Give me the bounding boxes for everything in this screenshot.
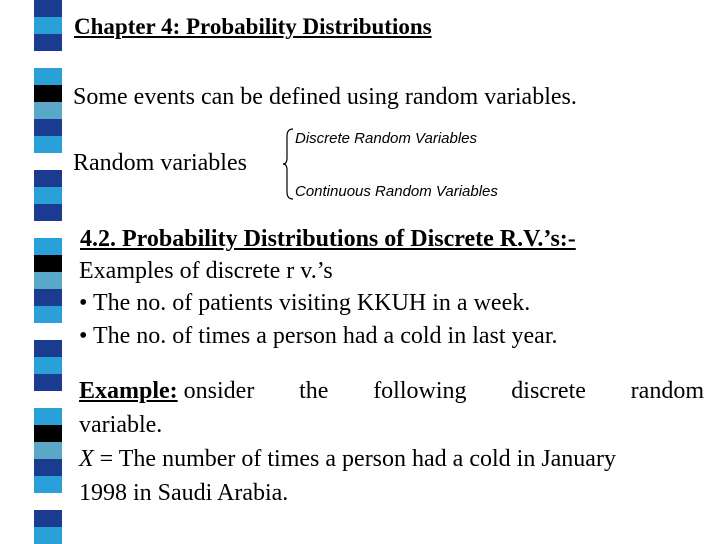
- brace-icon: [282, 128, 294, 200]
- stripe-block: [34, 442, 62, 459]
- stripe-block: [34, 102, 62, 119]
- stripe-block: [34, 119, 62, 136]
- stripe-block: [34, 459, 62, 476]
- stripe-block: [34, 204, 62, 221]
- random-variables-label: Random variables: [73, 150, 247, 176]
- stripe-block: [34, 323, 62, 340]
- example-block: [79, 374, 704, 510]
- stripe-block: [34, 289, 62, 306]
- example-word: the: [299, 378, 329, 404]
- stripe-block: [34, 306, 62, 323]
- stripe-block: [34, 493, 62, 510]
- example-word: onsider: [183, 378, 255, 404]
- stripe-block: [34, 340, 62, 357]
- decorative-stripe: [34, 0, 62, 540]
- example-word: random: [630, 378, 704, 404]
- section-heading: 4.2. Probability Distributions of Discrete R.V.’s:-: [80, 226, 576, 252]
- stripe-block: [34, 357, 62, 374]
- stripe-block: [34, 374, 62, 391]
- stripe-block: [34, 391, 62, 408]
- examples-heading: Examples of discrete r v.’s: [79, 258, 333, 284]
- stripe-block: [34, 425, 62, 442]
- stripe-block: [34, 527, 62, 544]
- stripe-block: [34, 221, 62, 238]
- stripe-block: [34, 0, 62, 17]
- example-word: following: [373, 378, 467, 404]
- stripe-block: [34, 272, 62, 289]
- stripe-block: [34, 153, 62, 170]
- stripe-block: [34, 476, 62, 493]
- stripe-block: [34, 17, 62, 34]
- rv-type-discrete: Discrete Random Variables: [295, 130, 478, 147]
- stripe-block: [34, 51, 62, 68]
- intro-text: Some events can be defined using random variables.: [73, 84, 577, 110]
- bullet-item: • The no. of patients visiting KKUH in a week.: [79, 290, 531, 316]
- slide-title: Chapter 4: Probability Distributions: [74, 14, 432, 39]
- stripe-block: [34, 408, 62, 425]
- stripe-block: [34, 170, 62, 187]
- example-line-3: [79, 442, 704, 476]
- stripe-block: [34, 34, 62, 51]
- variable-x: X: [79, 446, 94, 472]
- stripe-block: [34, 187, 62, 204]
- stripe-block: [34, 510, 62, 527]
- stripe-block: [34, 85, 62, 102]
- stripe-block: [34, 238, 62, 255]
- bullet-item: • The no. of times a person had a cold in last year.: [79, 323, 558, 349]
- example-word: discrete: [511, 378, 586, 404]
- example-line-2: variable.: [79, 412, 163, 438]
- example-line-4: 1998 in Saudi Arabia.: [79, 480, 289, 506]
- example-first-line: [79, 374, 704, 408]
- rv-type-continuous: Continuous Random Variables: [295, 183, 498, 200]
- stripe-block: [34, 68, 62, 85]
- stripe-block: [34, 136, 62, 153]
- x-definition: = The number of times a person had a cold in January: [93, 446, 616, 472]
- stripe-block: [34, 255, 62, 272]
- example-label: Example:: [79, 378, 178, 404]
